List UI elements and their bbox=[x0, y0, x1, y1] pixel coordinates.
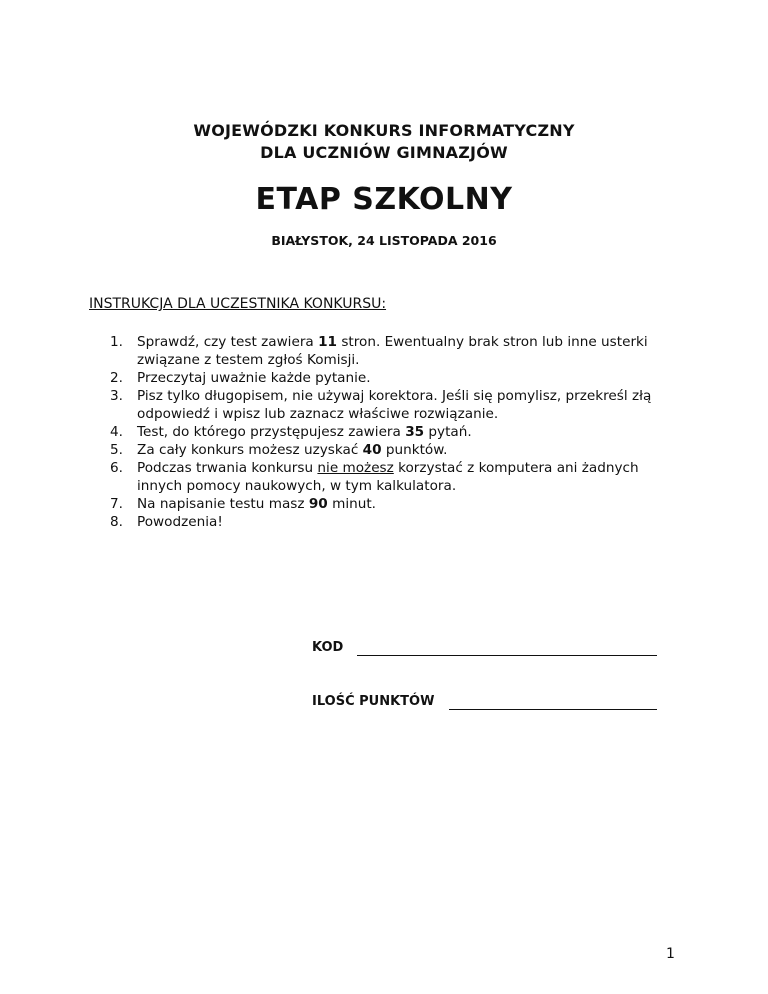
points-input-line[interactable] bbox=[449, 709, 657, 710]
code-input-line[interactable] bbox=[357, 655, 657, 656]
instruction-text: korzystać z komputera ani żadnych innych pomocy naukowych, w tym kalkulatora. bbox=[137, 460, 639, 494]
instruction-text: minut. bbox=[327, 496, 376, 512]
instruction-number: 3. bbox=[110, 388, 123, 404]
instruction-text: punktów. bbox=[381, 442, 448, 458]
instruction-bold-value: 11 bbox=[318, 334, 337, 350]
instruction-bold-value: 40 bbox=[362, 442, 382, 458]
instruction-item bbox=[110, 333, 670, 369]
contest-title-line2: DLA UCZNIÓW GIMNAZJÓW bbox=[260, 143, 508, 162]
instruction-text: Na napisanie testu masz bbox=[137, 496, 309, 512]
instruction-bold-value: 35 bbox=[405, 424, 425, 440]
instruction-number: 2. bbox=[110, 370, 123, 386]
instruction-text: Podczas trwania konkursu bbox=[137, 460, 318, 476]
instruction-item bbox=[110, 387, 670, 423]
instruction-number: 5. bbox=[110, 442, 123, 458]
instruction-item bbox=[110, 495, 670, 513]
points-label: ILOŚĆ PUNKTÓW bbox=[312, 694, 435, 709]
instruction-text: Sprawdź, czy test zawiera bbox=[137, 334, 319, 350]
instruction-number: 8. bbox=[110, 514, 123, 530]
instruction-number: 6. bbox=[110, 460, 123, 476]
place-date: BIAŁYSTOK, 24 LISTOPADA 2016 bbox=[271, 233, 497, 248]
instruction-text: Test, do którego przystępujesz zawiera bbox=[137, 424, 406, 440]
contest-title-line1: WOJEWÓDZKI KONKURS INFORMATYCZNY bbox=[193, 121, 575, 140]
instructions-list bbox=[110, 333, 670, 531]
instruction-number: 7. bbox=[110, 496, 123, 512]
instruction-number: 1. bbox=[110, 334, 123, 350]
instruction-text: Pisz tylko długopisem, nie używaj korektora. Jeśli się pomylisz, przekreśl złą odpowiedź i wpisz lub zaznacz właściwe rozwiązanie. bbox=[137, 388, 652, 422]
instruction-item bbox=[110, 441, 670, 459]
instruction-item bbox=[110, 459, 670, 495]
instruction-bold-value: 90 bbox=[308, 496, 328, 512]
instruction-underlined: nie możesz bbox=[317, 460, 394, 476]
code-label: KOD bbox=[312, 640, 344, 655]
instruction-text: Za cały konkurs możesz uzyskać bbox=[137, 442, 363, 458]
page-number: 1 bbox=[666, 946, 675, 962]
instruction-text: Przeczytaj uważnie każde pytanie. bbox=[137, 370, 371, 386]
instructions-heading: INSTRUKCJA DLA UCZESTNIKA KONKURSU: bbox=[89, 296, 387, 312]
instruction-item bbox=[110, 513, 670, 531]
instruction-item bbox=[110, 423, 670, 441]
instruction-text: pytań. bbox=[424, 424, 472, 440]
instruction-text: stron. Ewentualny brak stron lub inne usterki związane z testem zgłoś Komisji. bbox=[137, 334, 648, 368]
stage-title: ETAP SZKOLNY bbox=[255, 182, 513, 217]
instruction-number: 4. bbox=[110, 424, 123, 440]
instruction-text: Powodzenia! bbox=[137, 514, 223, 530]
instruction-item bbox=[110, 369, 670, 387]
